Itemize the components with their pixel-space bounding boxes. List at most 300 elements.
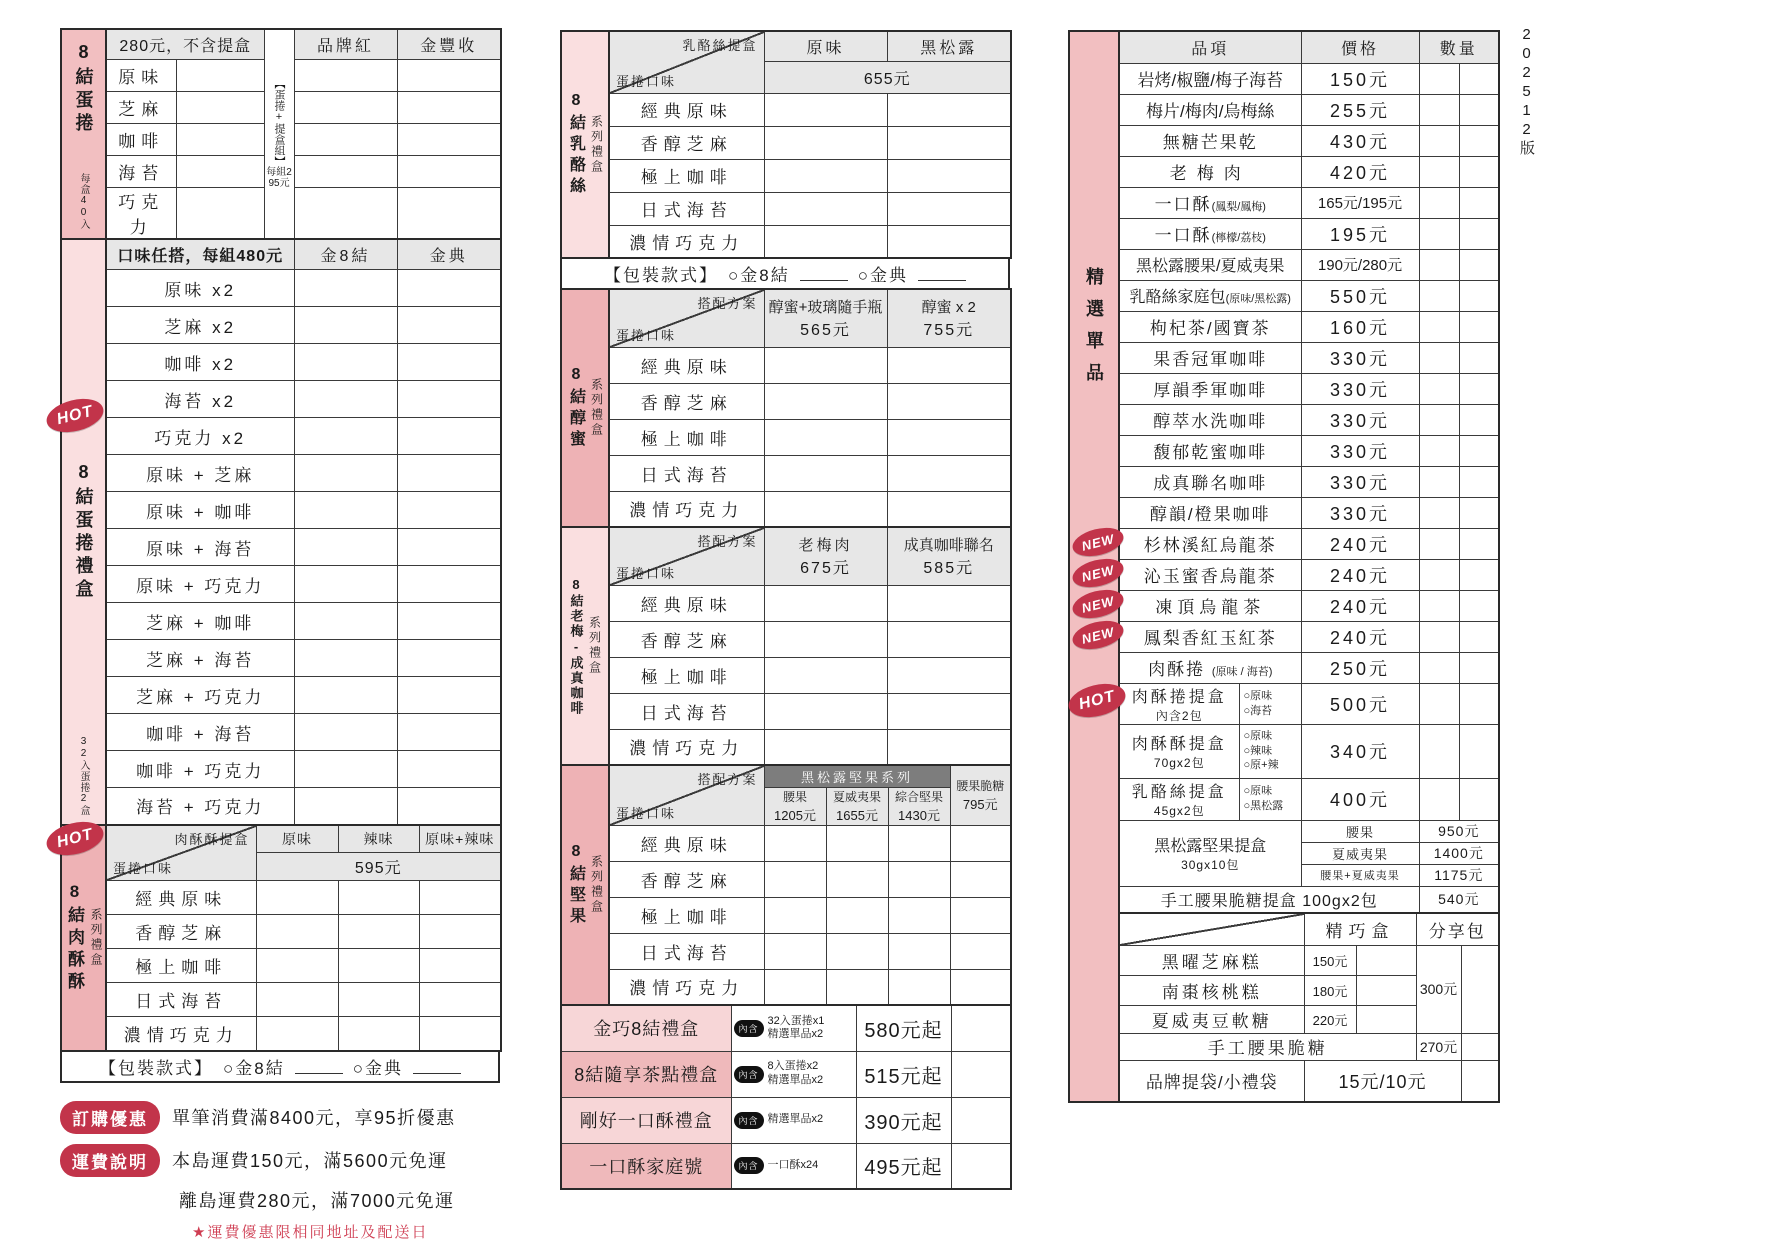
nut-variant: 腰果 — [1301, 820, 1419, 842]
qty-cell[interactable] — [176, 155, 264, 187]
table-row — [1119, 945, 1499, 975]
qty-cell[interactable] — [1356, 975, 1416, 1005]
item-price: 540元 — [1419, 886, 1499, 913]
nut-variant-price: 950元 — [1419, 820, 1499, 842]
qty-cell[interactable] — [338, 881, 419, 915]
option-choice[interactable]: ○原味 — [1243, 785, 1273, 798]
qty-cell[interactable] — [887, 455, 1011, 491]
table-row — [106, 677, 501, 714]
qty-cell[interactable] — [294, 123, 397, 155]
option-choice[interactable]: ○辣味 — [1243, 744, 1273, 757]
section-side-label: 8結乳酪絲 — [567, 91, 585, 198]
combo-title: 老梅肉 — [798, 537, 853, 555]
qty-cell[interactable] — [764, 383, 887, 419]
qty-cell[interactable] — [397, 566, 501, 603]
qty-cell[interactable] — [397, 492, 501, 529]
qty-cell[interactable] — [1459, 94, 1499, 125]
option-choice[interactable]: ○黑松露 — [1243, 800, 1284, 812]
qty-cell[interactable] — [1419, 683, 1459, 724]
qty-cell[interactable] — [294, 714, 397, 751]
qty-cell[interactable] — [1419, 342, 1459, 373]
qty-cell[interactable] — [950, 969, 1011, 1005]
qty-cell[interactable] — [764, 419, 887, 455]
qty-cell[interactable] — [826, 897, 888, 933]
qty-cell[interactable] — [887, 491, 1011, 527]
item-name: 凍頂烏龍茶 — [1119, 590, 1301, 621]
contents-badge: 內含 — [734, 1020, 764, 1037]
qty-cell[interactable] — [764, 491, 887, 527]
qty-cell[interactable] — [1419, 466, 1459, 497]
table-row — [106, 1017, 501, 1051]
nut-title: 腰果 — [782, 790, 807, 804]
qty-cell[interactable] — [764, 192, 887, 225]
qty-cell[interactable] — [1461, 1033, 1499, 1060]
qty-cell[interactable] — [397, 418, 501, 455]
combo-label: 【蛋捲+提盒組】 — [273, 77, 286, 167]
table-row — [106, 418, 501, 455]
qty-cell[interactable] — [1419, 94, 1459, 125]
qty-cell[interactable] — [397, 751, 501, 788]
qty-cell[interactable] — [256, 915, 338, 949]
item-price: 240元 — [1301, 590, 1419, 621]
qty-cell[interactable] — [419, 983, 501, 1017]
qty-cell[interactable] — [294, 381, 397, 418]
qty-cell[interactable] — [764, 933, 826, 969]
qty-cell[interactable] — [1419, 724, 1459, 778]
fill-blank[interactable] — [800, 266, 848, 281]
combo-label: 原味 x2 — [106, 270, 294, 307]
qty-cell[interactable] — [419, 949, 501, 983]
section-side-label: 8結蛋捲禮盒 — [73, 461, 94, 602]
qty-cell[interactable] — [887, 225, 1011, 258]
qty-cell[interactable] — [764, 159, 887, 192]
combo-price: 675元 — [800, 560, 851, 578]
packaging-option-gold8[interactable]: ○金8結 — [727, 266, 790, 285]
shipping-info-row — [60, 1144, 500, 1177]
item-name: 醇萃水洗咖啡 — [1119, 404, 1301, 435]
qty-cell[interactable] — [1419, 125, 1459, 156]
qty-cell[interactable] — [338, 983, 419, 1017]
combo-label: 原味 + 海苔 — [106, 529, 294, 566]
section-side-label: 8結老梅-成真咖啡 — [568, 576, 584, 716]
qty-cell[interactable] — [338, 915, 419, 949]
section-honey-gift-box — [560, 288, 1010, 528]
qty-cell[interactable] — [950, 825, 1011, 861]
qty-cell[interactable] — [256, 881, 338, 915]
qty-cell[interactable] — [419, 1017, 501, 1051]
qty-cell[interactable] — [887, 693, 1011, 729]
qty-cell[interactable] — [397, 640, 501, 677]
qty-cell[interactable] — [1419, 311, 1459, 342]
column-header-item: 品項 — [1119, 31, 1301, 63]
column-header: 原味 — [256, 825, 338, 853]
qty-cell[interactable] — [887, 347, 1011, 383]
qty-cell[interactable] — [1419, 528, 1459, 559]
qty-cell[interactable] — [397, 529, 501, 566]
qty-cell[interactable] — [1461, 945, 1499, 1033]
qty-cell[interactable] — [887, 729, 1011, 765]
item-name: 乳酪絲家庭包(原味/黑松露) — [1119, 280, 1301, 311]
table-row — [106, 123, 501, 155]
qty-cell[interactable] — [256, 983, 338, 1017]
qty-cell[interactable] — [764, 657, 887, 693]
qty-cell[interactable] — [1419, 621, 1459, 652]
qty-cell[interactable] — [176, 91, 264, 123]
qty-cell[interactable] — [397, 155, 501, 187]
qty-cell[interactable] — [294, 603, 397, 640]
table-row — [1119, 590, 1499, 621]
item-price: 330元 — [1301, 404, 1419, 435]
qty-cell[interactable] — [1459, 683, 1499, 724]
qty-cell[interactable] — [764, 861, 826, 897]
section-side-sublabel: 系列禮盒 — [587, 616, 602, 676]
qty-cell[interactable] — [826, 969, 888, 1005]
qty-cell[interactable] — [256, 949, 338, 983]
item-name: 手工腰果脆糖提盒 100gx2包 — [1119, 886, 1419, 913]
hot-badge: HOT — [43, 816, 107, 860]
qty-cell[interactable] — [1459, 404, 1499, 435]
qty-cell[interactable] — [1419, 559, 1459, 590]
qty-cell[interactable] — [294, 751, 397, 788]
qty-cell[interactable] — [1419, 373, 1459, 404]
item-price: 190元/280元 — [1301, 249, 1419, 280]
qty-cell[interactable] — [887, 159, 1011, 192]
item-price: 330元 — [1301, 435, 1419, 466]
item-price: 330元 — [1301, 342, 1419, 373]
qty-cell[interactable] — [887, 585, 1011, 621]
gift-price: 580元起 — [856, 1005, 951, 1051]
qty-cell[interactable] — [1419, 156, 1459, 187]
flavor-label: 海苔 — [106, 155, 176, 187]
qty-cell[interactable] — [397, 270, 501, 307]
qty-cell[interactable] — [294, 344, 397, 381]
qty-cell[interactable] — [1459, 125, 1499, 156]
qty-cell[interactable] — [888, 933, 950, 969]
qty-cell[interactable] — [397, 455, 501, 492]
qty-cell[interactable] — [764, 825, 826, 861]
qty-cell[interactable] — [294, 677, 397, 714]
table-row — [106, 825, 501, 853]
qty-cell[interactable] — [397, 381, 501, 418]
qty-cell[interactable] — [1419, 218, 1459, 249]
packaging-option-classic[interactable]: ○金典 — [857, 266, 908, 285]
qty-cell[interactable] — [176, 123, 264, 155]
qty-cell[interactable] — [951, 1143, 1011, 1189]
table-row — [609, 693, 1011, 729]
gift-contents — [731, 1005, 856, 1051]
qty-cell[interactable] — [294, 529, 397, 566]
qty-cell[interactable] — [1459, 63, 1499, 94]
contents-line: 精選單品x2 — [767, 1113, 824, 1126]
qty-cell[interactable] — [1419, 404, 1459, 435]
table-row — [106, 239, 501, 270]
packaging-option-classic[interactable]: ○金典 — [352, 1058, 403, 1078]
qty-cell[interactable] — [887, 621, 1011, 657]
qty-cell[interactable] — [1459, 249, 1499, 280]
qty-cell[interactable] — [950, 933, 1011, 969]
qty-cell[interactable] — [397, 788, 501, 825]
table-row — [1119, 404, 1499, 435]
qty-cell[interactable] — [764, 93, 887, 126]
qty-cell[interactable] — [294, 91, 397, 123]
table-row — [609, 729, 1011, 765]
packaging-option-gold8[interactable]: ○金8結 — [222, 1058, 285, 1078]
qty-cell[interactable] — [888, 825, 950, 861]
qty-cell[interactable] — [764, 693, 887, 729]
qty-cell[interactable] — [1419, 435, 1459, 466]
flavor-label: 日式海苔 — [609, 933, 764, 969]
qty-cell[interactable] — [887, 93, 1011, 126]
flavor-label: 極上咖啡 — [609, 657, 764, 693]
qty-cell[interactable] — [951, 1051, 1011, 1097]
qty-cell[interactable] — [397, 91, 501, 123]
diagonal-header — [609, 289, 764, 347]
table-row — [106, 344, 501, 381]
table-row — [106, 270, 501, 307]
qty-cell[interactable] — [1459, 435, 1499, 466]
qty-cell[interactable] — [294, 566, 397, 603]
qty-cell[interactable] — [887, 657, 1011, 693]
qty-cell[interactable] — [888, 969, 950, 1005]
qty-cell[interactable] — [294, 270, 397, 307]
qty-cell[interactable] — [1459, 652, 1499, 683]
packaging-label: 【包裝款式】 — [98, 1058, 213, 1078]
qty-cell[interactable] — [397, 603, 501, 640]
qty-cell[interactable] — [397, 59, 501, 91]
column-header: 黑松露 — [887, 31, 1011, 61]
table-row — [1119, 63, 1499, 94]
qty-cell[interactable] — [1419, 280, 1459, 311]
table-row — [609, 491, 1011, 527]
table-row — [609, 657, 1011, 693]
item-name: 梅片/梅肉/烏梅絲 — [1119, 94, 1301, 125]
table-row — [609, 192, 1011, 225]
qty-cell[interactable] — [397, 307, 501, 344]
qty-cell[interactable] — [397, 677, 501, 714]
table-row — [609, 585, 1011, 621]
qty-cell[interactable] — [1419, 249, 1459, 280]
qty-cell[interactable] — [764, 126, 887, 159]
nut-price: 1430元 — [898, 808, 940, 823]
box-options — [1239, 778, 1301, 820]
section-side-sublabel: 系列禮盒 — [589, 855, 604, 915]
qty-cell[interactable] — [951, 1097, 1011, 1143]
qty-cell[interactable] — [294, 187, 397, 239]
qty-cell[interactable] — [764, 897, 826, 933]
egg-roll-gift-table — [105, 238, 502, 826]
combo-title: 醇蜜 x 2 — [921, 299, 976, 317]
qty-cell[interactable] — [1419, 778, 1459, 820]
series-band: 黑松露堅果系列 — [764, 765, 950, 787]
qty-cell[interactable] — [1459, 342, 1499, 373]
qty-cell[interactable] — [294, 307, 397, 344]
qty-cell[interactable] — [1459, 590, 1499, 621]
combo-label: 巧克力 x2 — [106, 418, 294, 455]
item-name: 黑曜芝麻糕 — [1119, 945, 1304, 975]
qty-cell[interactable] — [1459, 724, 1499, 778]
qty-cell[interactable] — [1419, 187, 1459, 218]
qty-cell[interactable] — [1461, 1060, 1499, 1102]
option-choice[interactable]: ○海苔 — [1243, 704, 1273, 717]
qty-cell[interactable] — [397, 123, 501, 155]
table-row — [609, 419, 1011, 455]
qty-cell[interactable] — [1459, 621, 1499, 652]
qty-cell[interactable] — [1459, 497, 1499, 528]
left-column — [54, 28, 500, 1242]
qty-cell[interactable] — [950, 861, 1011, 897]
fill-blank[interactable] — [413, 1059, 461, 1074]
qty-cell[interactable] — [1356, 945, 1416, 975]
item-name: 馥郁乾蜜咖啡 — [1119, 435, 1301, 466]
qty-cell[interactable] — [887, 419, 1011, 455]
flavor-label: 極上咖啡 — [609, 159, 764, 192]
qty-cell[interactable] — [1419, 63, 1459, 94]
qty-cell[interactable] — [294, 418, 397, 455]
qty-cell[interactable] — [397, 714, 501, 751]
qty-cell[interactable] — [826, 861, 888, 897]
table-row — [1119, 559, 1499, 590]
qty-cell[interactable] — [887, 126, 1011, 159]
table-row — [1119, 435, 1499, 466]
qty-cell[interactable] — [1419, 652, 1459, 683]
table-row — [1119, 156, 1499, 187]
table-row — [609, 969, 1011, 1005]
qty-cell[interactable] — [176, 59, 264, 91]
qty-cell[interactable] — [256, 1017, 338, 1051]
qty-cell[interactable] — [1459, 311, 1499, 342]
option-choice[interactable]: ○原味 — [1243, 689, 1273, 702]
table-row — [1119, 31, 1499, 63]
option-choice[interactable]: ○原味 — [1243, 729, 1273, 742]
item-price: 180元 — [1304, 975, 1356, 1005]
table-row — [561, 1051, 1011, 1097]
table-row — [609, 347, 1011, 383]
qty-cell[interactable] — [294, 788, 397, 825]
fill-blank[interactable] — [295, 1059, 343, 1074]
price-note: 280元，不含提盒 — [106, 29, 264, 59]
qty-cell[interactable] — [951, 1005, 1011, 1051]
qty-cell[interactable] — [764, 585, 887, 621]
qty-cell[interactable] — [338, 1017, 419, 1051]
qty-cell[interactable] — [826, 825, 888, 861]
item-price: 340元 — [1301, 724, 1419, 778]
qty-cell[interactable] — [1419, 497, 1459, 528]
qty-cell[interactable] — [1459, 528, 1499, 559]
qty-cell[interactable] — [419, 881, 501, 915]
qty-cell[interactable] — [294, 455, 397, 492]
qty-cell[interactable] — [888, 861, 950, 897]
qty-cell[interactable] — [887, 192, 1011, 225]
nut-price: 795元 — [962, 797, 998, 813]
qty-cell[interactable] — [764, 729, 887, 765]
qty-cell[interactable] — [826, 933, 888, 969]
qty-cell[interactable] — [764, 621, 887, 657]
table-row — [106, 949, 501, 983]
qty-cell[interactable] — [887, 383, 1011, 419]
column-header — [887, 289, 1011, 347]
item-price: 240元 — [1301, 559, 1419, 590]
table-row — [106, 566, 501, 603]
gift-contents — [731, 1143, 856, 1189]
qty-cell[interactable] — [1459, 156, 1499, 187]
column-header: 原味 — [764, 31, 887, 61]
qty-cell[interactable] — [1459, 778, 1499, 820]
qty-cell[interactable] — [294, 59, 397, 91]
table-row — [106, 492, 501, 529]
qty-cell[interactable] — [888, 897, 950, 933]
table-row — [609, 383, 1011, 419]
qty-cell[interactable] — [294, 155, 397, 187]
qty-cell[interactable] — [1356, 1005, 1416, 1033]
combo-label: 咖啡 + 巧克力 — [106, 751, 294, 788]
section-side-label: 8結蛋捲 — [73, 42, 94, 136]
qty-cell[interactable] — [1459, 559, 1499, 590]
flavor-label: 巧克力 — [106, 187, 176, 239]
diagonal-top-label: 搭配方案 — [697, 296, 758, 311]
fill-blank[interactable] — [918, 266, 966, 281]
single-items-table — [1118, 30, 1500, 914]
qty-cell[interactable] — [294, 640, 397, 677]
table-row — [1119, 724, 1499, 778]
qty-cell[interactable] — [1459, 373, 1499, 404]
qty-cell[interactable] — [176, 187, 264, 239]
qty-cell[interactable] — [1459, 187, 1499, 218]
qty-cell[interactable] — [764, 225, 887, 258]
qty-cell[interactable] — [764, 969, 826, 1005]
new-badge: NEW — [1070, 554, 1127, 592]
qty-cell[interactable] — [397, 187, 501, 239]
qty-cell[interactable] — [1459, 280, 1499, 311]
qty-cell[interactable] — [419, 915, 501, 949]
box-name: 肉酥酥提盒 70gx2包 — [1119, 724, 1239, 778]
qty-cell[interactable] — [950, 897, 1011, 933]
column-header-petite-box: 精巧盒 — [1304, 913, 1416, 945]
option-choice[interactable]: ○原+辣 — [1243, 759, 1279, 772]
qty-cell[interactable] — [338, 949, 419, 983]
item-name: 枸杞茶/國寶茶 — [1119, 311, 1301, 342]
table-row — [609, 225, 1011, 258]
order-promo-text: 單筆消費滿8400元，享95折優惠 — [172, 1108, 456, 1128]
hot-badge: HOT — [1065, 678, 1129, 722]
pork-floss-gift-table — [105, 824, 502, 1052]
item-price: 150元 — [1301, 63, 1419, 94]
section-side-label: 8結肉酥酥 — [65, 881, 84, 994]
table-row — [1119, 466, 1499, 497]
item-price: 420元 — [1301, 156, 1419, 187]
qty-cell[interactable] — [294, 492, 397, 529]
item-name: 果香冠軍咖啡 — [1119, 342, 1301, 373]
qty-cell[interactable] — [1459, 218, 1499, 249]
diagonal-bottom-label: 蛋捲口味 — [616, 73, 677, 89]
qty-cell[interactable] — [1419, 590, 1459, 621]
qty-cell[interactable] — [764, 455, 887, 491]
table-row — [106, 751, 501, 788]
contents-badge: 內含 — [734, 1112, 764, 1129]
diagonal-top-label: 乳酪絲提盒 — [682, 38, 758, 53]
qty-cell[interactable] — [397, 344, 501, 381]
table-row — [609, 933, 1011, 969]
qty-cell[interactable] — [1459, 466, 1499, 497]
table-row — [1119, 342, 1499, 373]
table-row — [609, 621, 1011, 657]
flavor-label: 咖啡 — [106, 123, 176, 155]
item-price: 150元 — [1304, 945, 1356, 975]
nut-gift-table — [608, 764, 1012, 1006]
flavor-label: 極上咖啡 — [609, 419, 764, 455]
column-header — [764, 527, 887, 585]
qty-cell[interactable] — [764, 347, 887, 383]
item-price: 500元 — [1301, 683, 1419, 724]
